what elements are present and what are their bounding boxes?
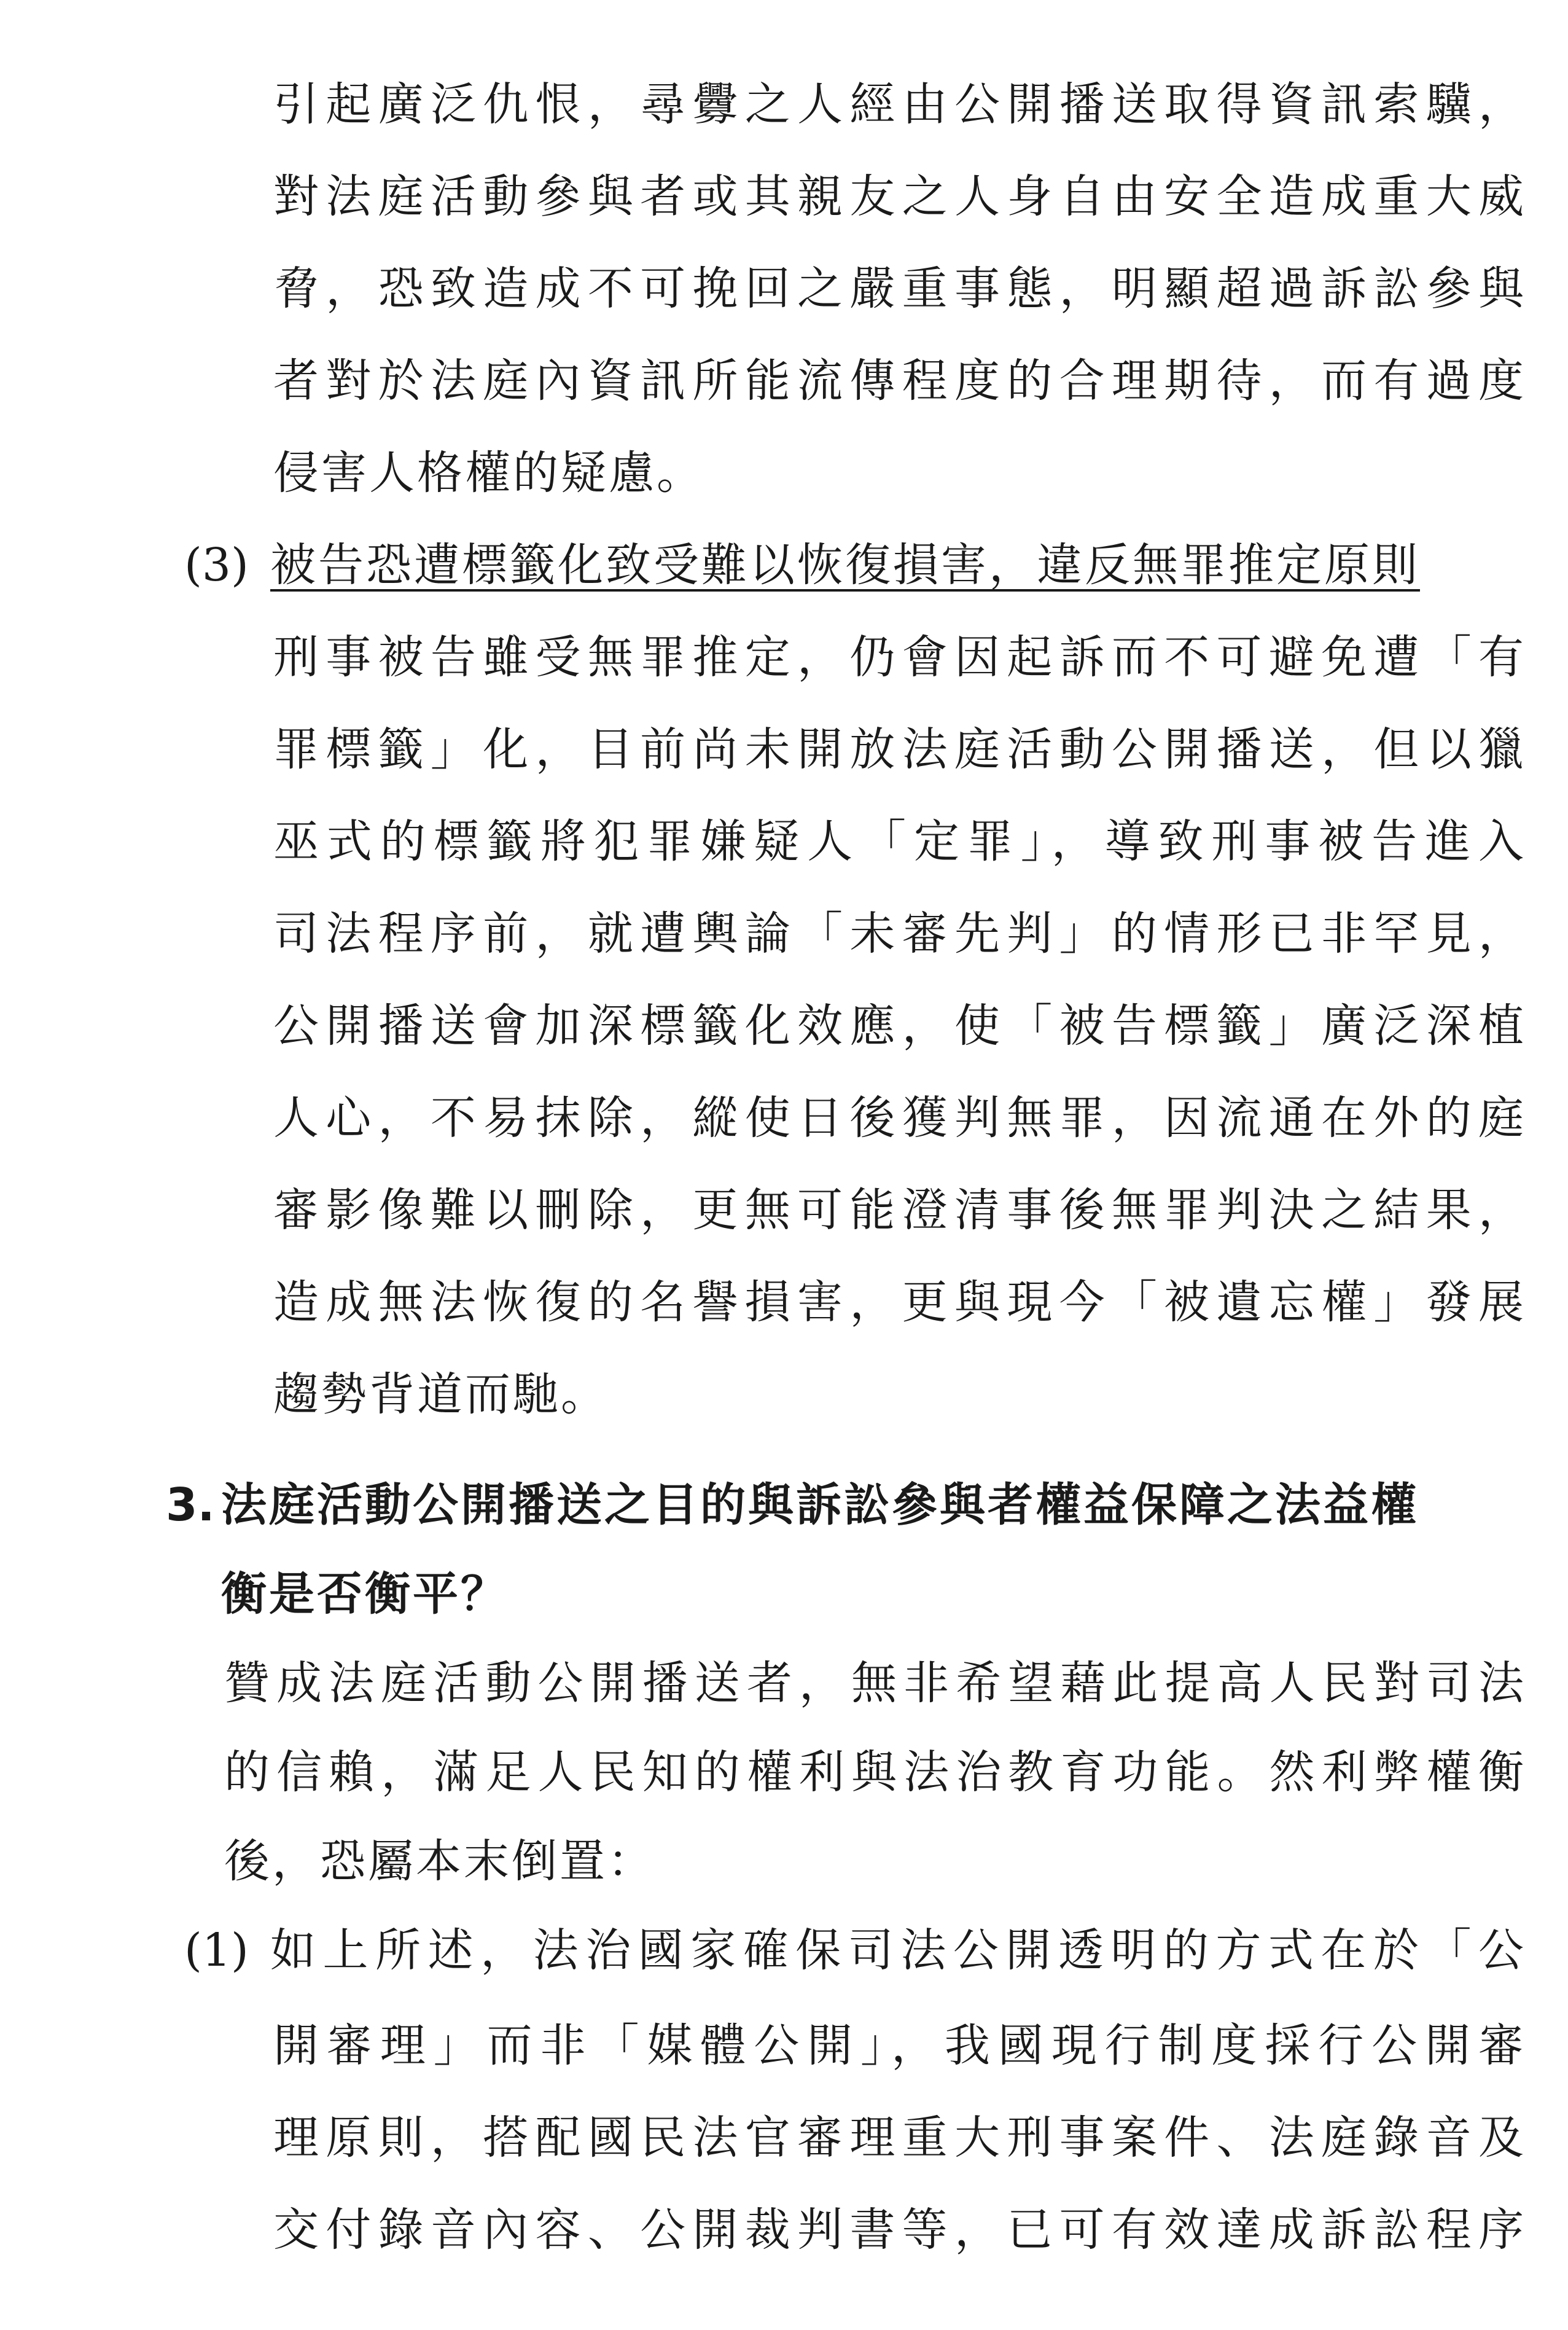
paragraph-line: 者對於法庭內資訊所能流傳程度的合理期待，而有過度 bbox=[273, 354, 1526, 407]
paragraph-line: 如上所述，法治國家確保司法公開透明的方式在於「公 bbox=[270, 1924, 1526, 1977]
paragraph-line: 後，恐屬本末倒置： bbox=[224, 1835, 655, 1888]
paragraph-line: 的信賴，滿足人民知的權利與法治教育功能。然利弊權衡 bbox=[224, 1746, 1526, 1799]
paragraph-line: 開審理」而非「媒體公開」，我國現行制度採行公開審 bbox=[273, 2019, 1526, 2072]
section-3-title-cont: 衡是否衡平？ bbox=[221, 1568, 509, 1620]
paragraph-line: 罪標籤」化，目前尚未開放法庭活動公開播送，但以獵 bbox=[273, 723, 1526, 776]
paragraph-line: 刑事被告雖受無罪推定，仍會因起訴而不可避免遭「有 bbox=[273, 631, 1526, 684]
paragraph-line: 人心，不易抹除，縱使日後獲判無罪，因流通在外的庭 bbox=[273, 1092, 1526, 1144]
paragraph-line: 交付錄音內容、公開裁判書等，已可有效達成訴訟程序 bbox=[273, 2203, 1526, 2256]
paragraph-line: 對法庭活動參與者或其親友之人身自由安全造成重大威 bbox=[273, 170, 1526, 223]
section-3-number: 3. bbox=[166, 1479, 215, 1531]
paragraph-line: 引起廣泛仇恨，尋釁之人經由公開播送取得資訊索驥， bbox=[273, 78, 1526, 131]
item-3-heading: 被告恐遭標籤化致受難以恢復損害，違反無罪推定原則 bbox=[270, 539, 1420, 592]
item-3-label: (3) bbox=[184, 539, 249, 592]
item-1-label: (1) bbox=[184, 1924, 249, 1977]
paragraph-line: 造成無法恢復的名譽損害，更與現今「被遺忘權」發展 bbox=[273, 1276, 1526, 1329]
section-3-title: 法庭活動公開播送之目的與訴訟參與者權益保障之法益權 bbox=[221, 1479, 1419, 1531]
paragraph-line: 司法程序前，就遭輿論「未審先判」的情形已非罕見， bbox=[273, 907, 1526, 960]
paragraph-line: 巫式的標籤將犯罪嫌疑人「定罪」，導致刑事被告進入 bbox=[273, 815, 1526, 868]
paragraph-line: 公開播送會加深標籤化效應，使「被告標籤」廣泛深植 bbox=[273, 999, 1526, 1052]
paragraph-line: 理原則，搭配國民法官審理重大刑事案件、法庭錄音及 bbox=[273, 2111, 1526, 2164]
paragraph-line: 審影像難以刪除，更無可能澄清事後無罪判決之結果， bbox=[273, 1184, 1526, 1237]
paragraph-line: 趨勢背道而馳。 bbox=[273, 1368, 609, 1421]
paragraph-line: 脅，恐致造成不可挽回之嚴重事態，明顯超過訴訟參與 bbox=[273, 262, 1526, 315]
paragraph-line: 侵害人格權的疑慮。 bbox=[273, 447, 704, 499]
paragraph-line: 贊成法庭活動公開播送者，無非希望藉此提高人民對司法 bbox=[224, 1657, 1526, 1710]
